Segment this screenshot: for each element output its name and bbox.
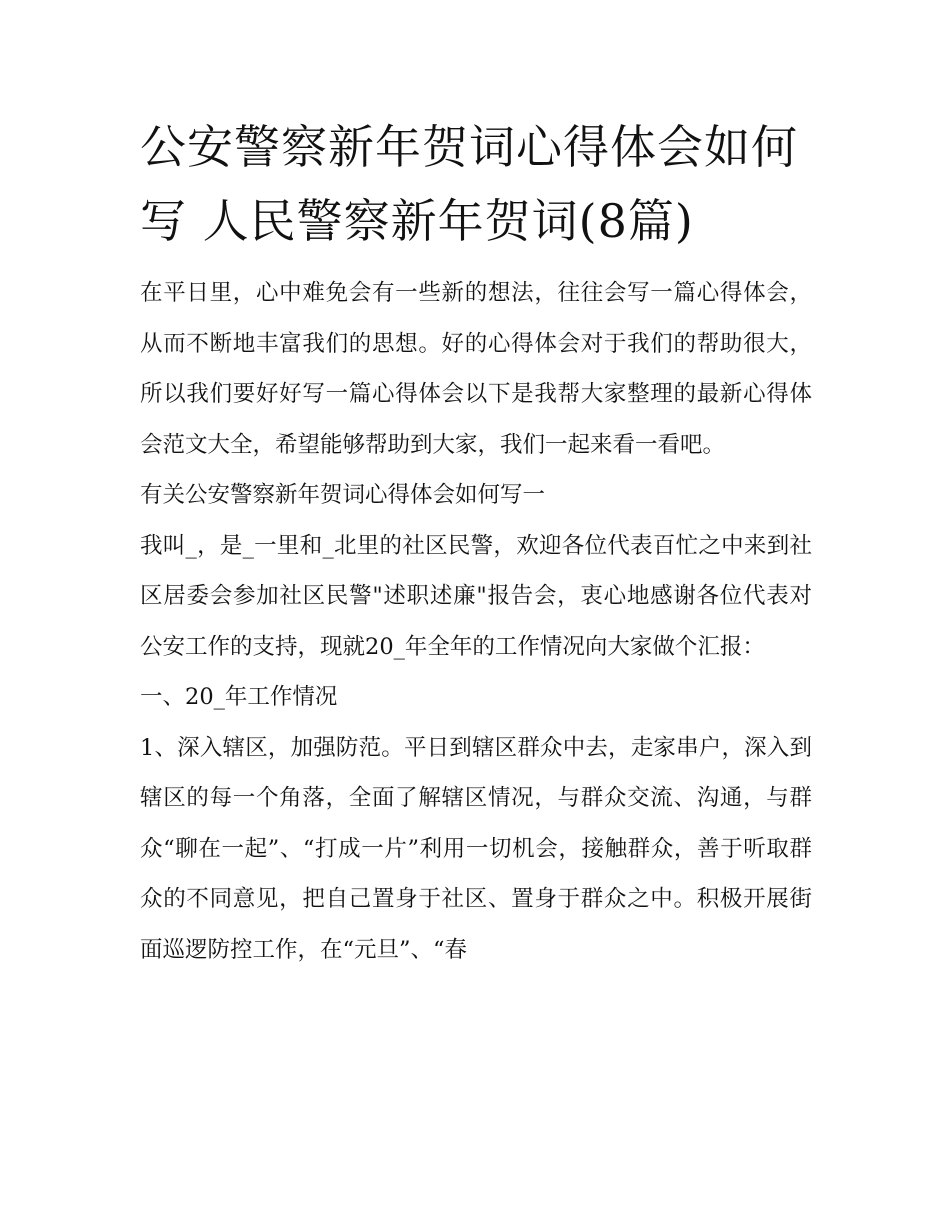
body-paragraph: 我叫_，是_一里和_北里的社区民警，欢迎各位代表百忙之中来到社区居委会参加社区民警"述职述廉"报告会，衷心地感谢各位代表对公安工作的支持，现就20_年全年的工作情况向大家做个汇报： (140, 532, 812, 660)
document-page (140, 110, 812, 975)
document-title: 公安警察新年贺词心得体会如何写 人民警察新年贺词(8篇) (140, 120, 798, 248)
section-heading: 有关公安警察新年贺词心得体会如何写一 (140, 482, 546, 508)
intro-paragraph: 在平日里，心中难免会有一些新的想法，往往会写一篇心得体会，从而不断地丰富我们的思想。好的心得体会对于我们的帮助很大，所以我们要好好写一篇心得体会以下是我帮大家整理的最新心得体会范文大全，希望能够帮助到大家，我们一起来看一看吧。 (140, 280, 812, 458)
body-paragraph: 1、深入辖区，加强防范。平日到辖区群众中去，走家串户，深入到辖区的每一个角落，全面了解辖区情况，与群众交流、沟通，与群众“聊在一起”、“打成一片”利用一切机会，接触群众，善于听取群众的不同意见，把自己置身于社区、置身于群众之中。积极开展街面巡逻防控工作，在“元旦”、“春 (140, 734, 812, 963)
subsection-heading: 一、20_年工作情况 (140, 684, 338, 710)
